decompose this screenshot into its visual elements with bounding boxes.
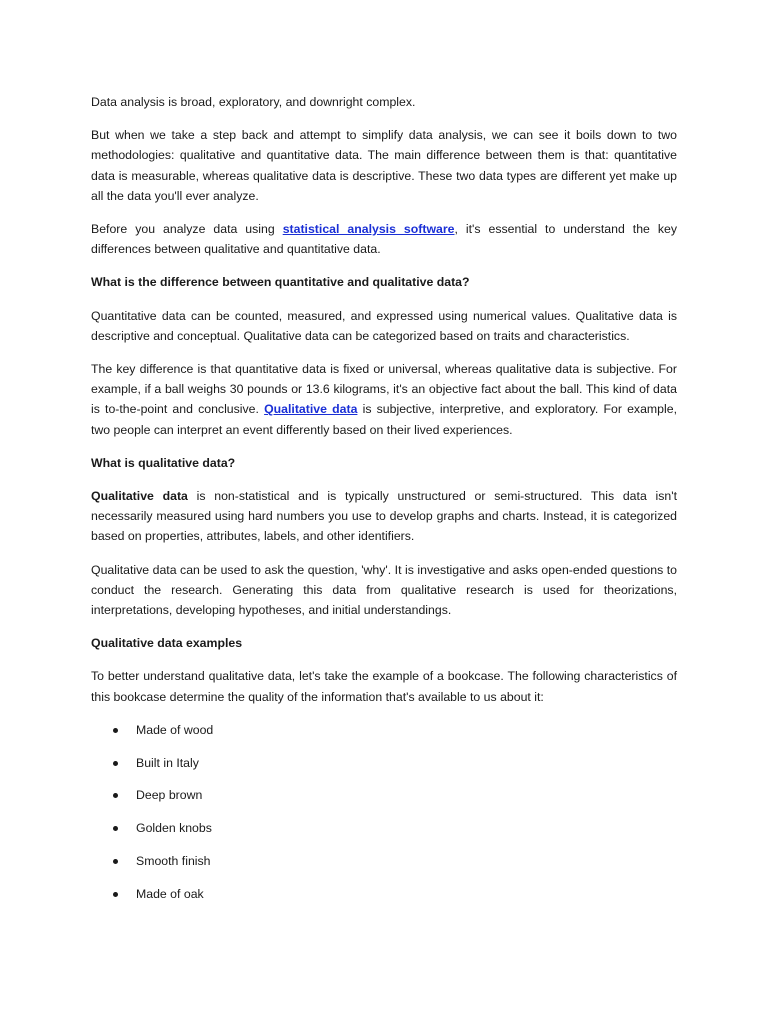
list-item <box>91 818 677 838</box>
qualitative-definition-paragraph <box>91 486 677 547</box>
statistical-analysis-software-link[interactable]: statistical analysis software <box>282 222 455 237</box>
list-item-text: Made of wood <box>136 722 214 737</box>
qualitative-data-bold-term: Qualitative data <box>91 489 188 504</box>
quantitative-definition-paragraph: Quantitative data can be counted, measured, and expressed using numerical values. Qualitative data is descriptive and conceptual. Qualitative data can be categorized based on traits and characteristics. <box>91 308 677 343</box>
bookcase-characteristics-list <box>91 720 677 904</box>
difference-heading: What is the difference between quantitative and qualitative data? <box>91 275 470 290</box>
software-paragraph-text-after: , it's essential to understand the key differences between qualitative and quantitative data. <box>91 222 678 257</box>
list-item-text: Deep brown <box>136 788 203 803</box>
bullet-icon <box>113 793 118 798</box>
bullet-icon <box>113 859 118 864</box>
bullet-icon <box>113 892 118 897</box>
qualitative-data-link[interactable]: Qualitative data <box>264 402 358 417</box>
qualitative-why-paragraph: Qualitative data can be used to ask the question, 'why'. It is investigative and asks open-ended questions to conduct the research. Generating this data from qualitative research is used for theorizations, interpretations, developing hypotheses, and initial understandings. <box>91 562 677 618</box>
software-paragraph <box>91 219 677 259</box>
bullet-icon <box>113 761 118 766</box>
list-item-text: Made of oak <box>136 886 204 901</box>
qualitative-data-heading: What is qualitative data? <box>91 455 236 470</box>
list-item <box>91 785 677 805</box>
list-item-text: Built in Italy <box>136 755 199 770</box>
list-item-text: Golden knobs <box>136 821 212 836</box>
list-item <box>91 753 677 773</box>
list-item <box>91 884 677 904</box>
qualitative-examples-heading: Qualitative data examples <box>91 636 243 651</box>
key-difference-text-before: The key difference is that quantitative data is fixed or universal, whereas qualitative data is subjective. For example, if a ball weighs 30 pounds or 13.6 kilograms, it's an objective fact about the ball. This kind of data is to-the-point and conclusive. <box>91 362 677 417</box>
bullet-icon <box>113 728 118 733</box>
qualitative-definition-text: is non-statistical and is typically unstructured or semi-structured. This data isn't necessarily measured using hard numbers you use to develop graphs and charts. Instead, it is categorized based on properties, attributes, labels, and other identifiers. <box>91 489 677 544</box>
document-body <box>91 92 677 917</box>
list-item <box>91 851 677 871</box>
bullet-icon <box>113 826 118 831</box>
list-item-text: Smooth finish <box>136 854 211 868</box>
software-paragraph-text-before: Before you analyze data using <box>91 222 283 237</box>
list-item <box>91 720 677 740</box>
intro-paragraph: Data analysis is broad, exploratory, and downright complex. <box>91 95 416 109</box>
key-difference-text-after: is subjective, interpretive, and exploratory. For example, two people can interpret an event differently based on their lived experiences. <box>91 402 677 437</box>
key-difference-paragraph <box>91 359 677 440</box>
bookcase-paragraph: To better understand qualitative data, let's take the example of a bookcase. The following characteristics of this bookcase determine the quality of the information that's available to us about it: <box>91 669 677 704</box>
methodologies-paragraph: But when we take a step back and attempt to simplify data analysis, we can see it boils down to two methodologies: qualitative and quantitative data. The main difference between them is that: quantitative data is measurable, whereas qualitative data is descriptive. These two data types are different yet make up all the data you'll ever analyze. <box>91 128 677 203</box>
